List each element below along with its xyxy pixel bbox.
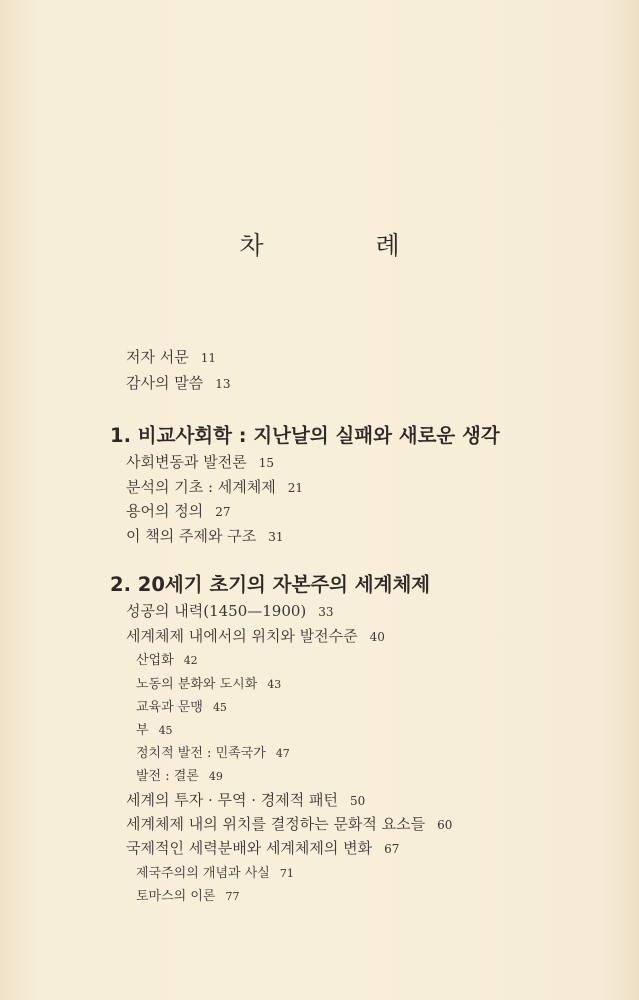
toc-entry-label: 분석의 기초 : 세계체제 xyxy=(126,478,276,496)
toc-entry xyxy=(126,625,385,646)
toc-entry xyxy=(126,500,231,521)
page-title: 차 례 xyxy=(239,231,452,260)
toc-entry-page: 67 xyxy=(384,842,400,856)
toc-subentry xyxy=(136,742,290,761)
toc-entry-page: 43 xyxy=(267,678,282,691)
toc-subentry xyxy=(136,765,223,784)
toc-entry-page: 47 xyxy=(275,747,290,760)
toc-entry xyxy=(126,451,274,472)
toc-entry-page: 13 xyxy=(215,377,231,391)
toc-entry-label: 세계체제 내의 위치를 결정하는 문화적 요소들 xyxy=(126,815,426,833)
toc-entry-page: 45 xyxy=(158,724,173,737)
toc-entry-label: 세계체제 내에서의 위치와 발전수준 xyxy=(126,627,358,645)
toc-entry-label: 국제적인 세력분배와 세계체제의 변화 xyxy=(126,839,373,857)
toc-entry-page: 15 xyxy=(258,456,274,470)
toc-subentry xyxy=(136,862,294,881)
toc-entry-label: 부 xyxy=(136,723,149,738)
toc-subentry xyxy=(136,696,227,715)
toc-entry-page: 21 xyxy=(287,481,304,495)
toc-entry-label: 발전 : 결론 xyxy=(136,769,199,784)
toc-subentry xyxy=(136,719,173,738)
toc-entry-label: 노동의 분화와 도시화 xyxy=(136,677,258,692)
toc-entry-page: 42 xyxy=(183,654,198,667)
toc-entry-label: 이 책의 주제와 구조 xyxy=(126,527,257,545)
toc-subentry xyxy=(136,885,239,904)
toc-entry-page: 40 xyxy=(369,630,385,644)
toc-entry-page: 60 xyxy=(437,818,453,832)
toc-entry-page: 71 xyxy=(279,867,294,880)
toc-entry-label: 토마스의 이론 xyxy=(136,889,216,904)
toc-entry-page: 33 xyxy=(318,605,334,619)
toc-entry-label: 교육과 문맹 xyxy=(136,700,203,715)
toc-entry-label: 제국주의의 개념과 사실 xyxy=(136,866,270,881)
toc-entry-label: 감사의 말씀 xyxy=(126,374,204,392)
toc-entry xyxy=(126,789,365,810)
toc-entry-page: 11 xyxy=(200,351,217,365)
toc-entry-page: 31 xyxy=(268,530,284,544)
toc-entry-label: 산업화 xyxy=(136,653,174,668)
toc-entry-label: 저자 서문 xyxy=(126,348,189,366)
toc-entry-page: 49 xyxy=(208,770,223,783)
toc-entry xyxy=(126,813,452,834)
toc-entry-label: 정치적 발전 : 민족국가 xyxy=(136,746,266,761)
toc-entry-page: 45 xyxy=(212,701,227,714)
toc-entry-label: 사회변동과 발전론 xyxy=(126,453,247,471)
toc-entry-label: 성공의 내력(1450—1900) xyxy=(126,602,307,620)
chapter-1-heading: 1. 비교사회학 : 지난날의 실패와 새로운 생각 xyxy=(110,424,500,447)
toc-subentry xyxy=(136,649,198,668)
toc-entry-label: 세계의 투자 · 무역 · 경제적 패턴 xyxy=(126,791,339,809)
toc-entry xyxy=(126,837,399,858)
toc-entry xyxy=(126,372,231,393)
toc-entry xyxy=(126,600,334,621)
toc-entry-label: 용어의 정의 xyxy=(126,502,204,520)
toc-entry-page: 27 xyxy=(215,505,231,519)
toc-entry-page: 77 xyxy=(225,890,240,903)
toc-entry-page: 50 xyxy=(350,794,366,808)
toc-entry xyxy=(126,525,284,546)
toc-entry xyxy=(126,476,303,497)
toc-subentry xyxy=(136,673,281,692)
chapter-2-heading: 2. 20세기 초기의 자본주의 세계체제 xyxy=(110,573,431,596)
toc-entry xyxy=(126,346,216,367)
